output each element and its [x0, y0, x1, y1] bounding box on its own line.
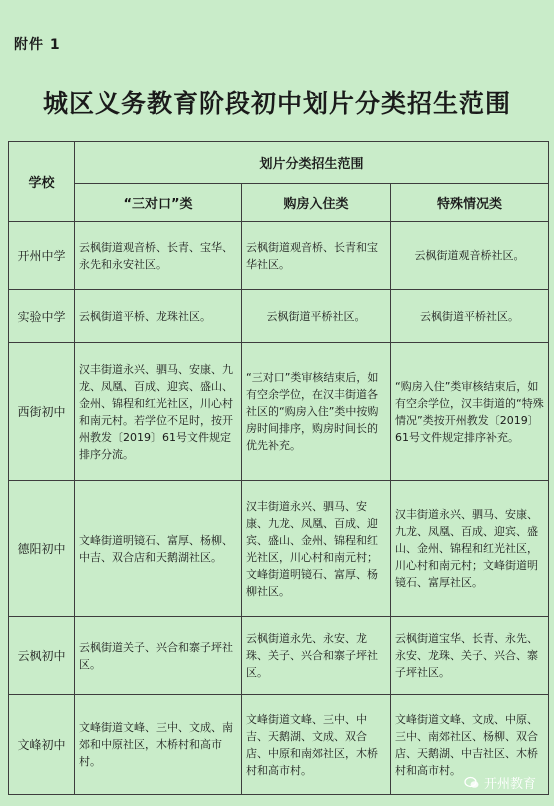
scope-special-cases: 云枫街道观音桥社区。	[391, 222, 549, 290]
header-house-purchase: 购房入住类	[242, 184, 391, 222]
scope-special-cases: 云枫街道平桥社区。	[391, 290, 549, 343]
scope-house-purchase: 汉丰街道永兴、驷马、安康、九龙、凤凰、百成、迎宾、盛山、金州、锦程和红光社区，川心村和南元村；文峰街道明镜石、富厚、杨柳社区。	[242, 481, 391, 617]
attachment-label: 附件 1	[14, 37, 61, 53]
scope-house-purchase: “三对口”类审核结束后，如有空余学位，在汉丰街道各社区的“购房入住”类中按购房时间排序，购房时间长的优先补充。	[242, 343, 391, 481]
scope-special-cases: “购房入住”类审核结束后，如有空余学位，汉丰街道的“特殊情况”类按开州教发〔2019〕61号文件规定排序补充。	[391, 343, 549, 481]
wechat-icon	[464, 775, 480, 791]
header-three-match: “三对口”类	[75, 184, 242, 222]
enrollment-table	[8, 141, 549, 795]
school-name: 云枫初中	[9, 617, 75, 695]
scope-three-match: 汉丰街道永兴、驷马、安康、九龙、凤凰、百成、迎宾、盛山、金州、锦程和红光社区，川心村和南元村。若学位不足时，按开州教发〔2019〕61号文件规定排序分流。	[75, 343, 242, 481]
header-school: 学校	[9, 142, 75, 222]
table-row	[9, 617, 549, 695]
header-special-cases: 特殊情况类	[391, 184, 549, 222]
page-title: 城区义务教育阶段初中划片分类招生范围	[42, 89, 511, 118]
table-row	[9, 222, 549, 290]
table-row	[9, 481, 549, 617]
watermark-text: 开州教育	[483, 777, 536, 792]
scope-house-purchase: 云枫街道永先、永安、龙珠、关子、兴合和寨子坪社区。	[242, 617, 391, 695]
school-name: 西街初中	[9, 343, 75, 481]
school-name: 文峰初中	[9, 695, 75, 795]
scope-three-match: 云枫街道关子、兴合和寨子坪社区。	[75, 617, 242, 695]
school-name: 开州中学	[9, 222, 75, 290]
scope-three-match: 云枫街道观音桥、长青、宝华、永先和永安社区。	[75, 222, 242, 290]
table-row	[9, 290, 549, 343]
scope-house-purchase: 文峰街道文峰、三中、中吉、天鹅湖、文成、双合店、中原和南郊社区，木桥村和高市村。	[242, 695, 391, 795]
scope-special-cases: 文峰街道文峰、文成、中原、三中、南郊社区、杨柳、双合店、天鹅湖、中吉社区、木桥村和高市村。	[391, 695, 549, 795]
watermark	[464, 773, 536, 792]
scope-house-purchase: 云枫街道平桥社区。	[242, 290, 391, 343]
scope-three-match: 文峰街道文峰、三中、文成、南郊和中原社区，木桥村和高市村。	[75, 695, 242, 795]
table-row	[9, 343, 549, 481]
scope-house-purchase: 云枫街道观音桥、长青和宝华社区。	[242, 222, 391, 290]
scope-special-cases: 云枫街道宝华、长青、永先、永安、龙珠、关子、兴合、寨子坪社区。	[391, 617, 549, 695]
header-group: 划片分类招生范围	[75, 142, 549, 184]
school-name: 德阳初中	[9, 481, 75, 617]
scope-special-cases: 汉丰街道永兴、驷马、安康、九龙、凤凰、百成、迎宾、盛山、金州、锦程和红光社区，川心村和南元村；文峰街道明镜石、富厚社区。	[391, 481, 549, 617]
school-name: 实验中学	[9, 290, 75, 343]
scope-three-match: 文峰街道明镜石、富厚、杨柳、中吉、双合店和天鹅湖社区。	[75, 481, 242, 617]
scope-three-match: 云枫街道平桥、龙珠社区。	[75, 290, 242, 343]
